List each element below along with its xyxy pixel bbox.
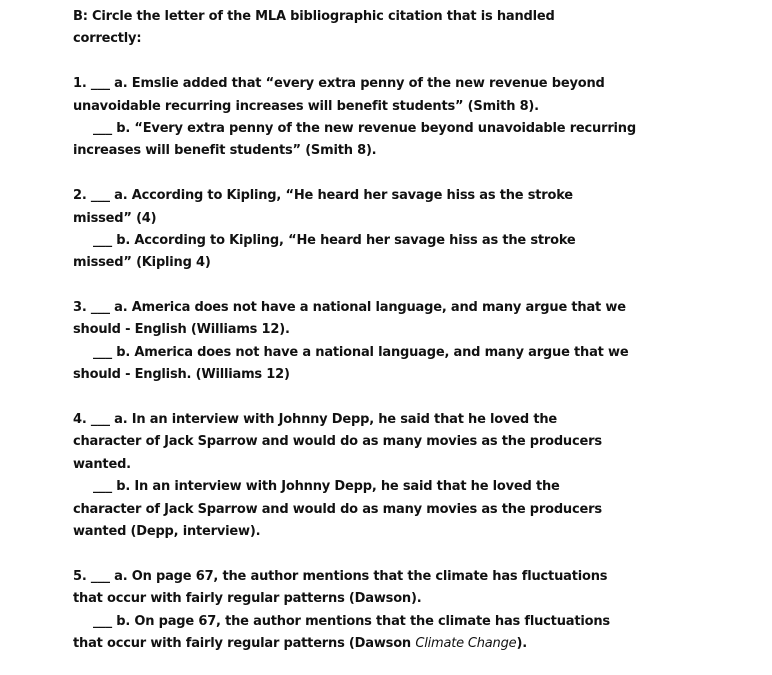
question-4 <box>73 409 636 543</box>
option-b-cont: character of Jack Sparrow and would do as many movies as the producers <box>73 501 602 517</box>
option-a-cont: should - English (Williams 12). <box>73 322 290 338</box>
option-a-cont: character of Jack Sparrow and would do as many movies as the producers <box>73 434 602 450</box>
citation-text: that occur with fairly regular patterns (Dawson <box>73 635 416 651</box>
question-2 <box>73 185 636 275</box>
option-b: ___ b. On page 67, the author mentions that the climate has fluctuations <box>93 613 610 629</box>
option-b: ___ b. America does not have a national language, and many argue that we <box>93 344 629 360</box>
option-a: 2. ___ a. According to Kipling, “He heard her savage hiss as the stroke <box>73 188 573 204</box>
option-a-cont: wanted. <box>73 456 131 472</box>
option-a: 5. ___ a. On page 67, the author mentions that the climate has fluctuations <box>73 568 608 584</box>
option-a-cont: unavoidable recurring increases will benefit students” (Smith 8). <box>73 98 539 114</box>
italic-title: Climate Change <box>415 635 517 651</box>
option-a: 3. ___ a. America does not have a national language, and many argue that we <box>73 300 626 316</box>
question-3 <box>73 297 636 387</box>
option-b-cont <box>73 633 636 655</box>
instructions: correctly: <box>73 31 142 47</box>
question-5 <box>73 566 636 656</box>
option-a-cont: that occur with fairly regular patterns (Dawson). <box>73 591 422 607</box>
option-b-cont: missed” (Kipling 4) <box>73 255 211 271</box>
option-a: 4. ___ a. In an interview with Johnny Depp, he said that he loved the <box>73 412 558 428</box>
option-b-cont: wanted (Depp, interview). <box>73 523 261 539</box>
question-1 <box>73 73 636 163</box>
option-b: ___ b. “Every extra penny of the new revenue beyond unavoidable recurring <box>93 120 636 136</box>
worksheet <box>73 6 636 655</box>
option-a: 1. ___ a. Emslie added that “every extra penny of the new revenue beyond <box>73 76 605 92</box>
citation-end: ). <box>516 635 527 651</box>
option-b: ___ b. According to Kipling, “He heard her savage hiss as the stroke <box>93 232 576 248</box>
option-b-cont: increases will benefit students” (Smith 8). <box>73 143 377 159</box>
option-b: ___ b. In an interview with Johnny Depp, he said that he loved the <box>93 479 560 495</box>
option-a-cont: missed” (4) <box>73 210 157 226</box>
instructions: B: Circle the letter of the MLA bibliographic citation that is handled <box>73 9 555 24</box>
option-b-cont: should - English. (Williams 12) <box>73 367 290 383</box>
